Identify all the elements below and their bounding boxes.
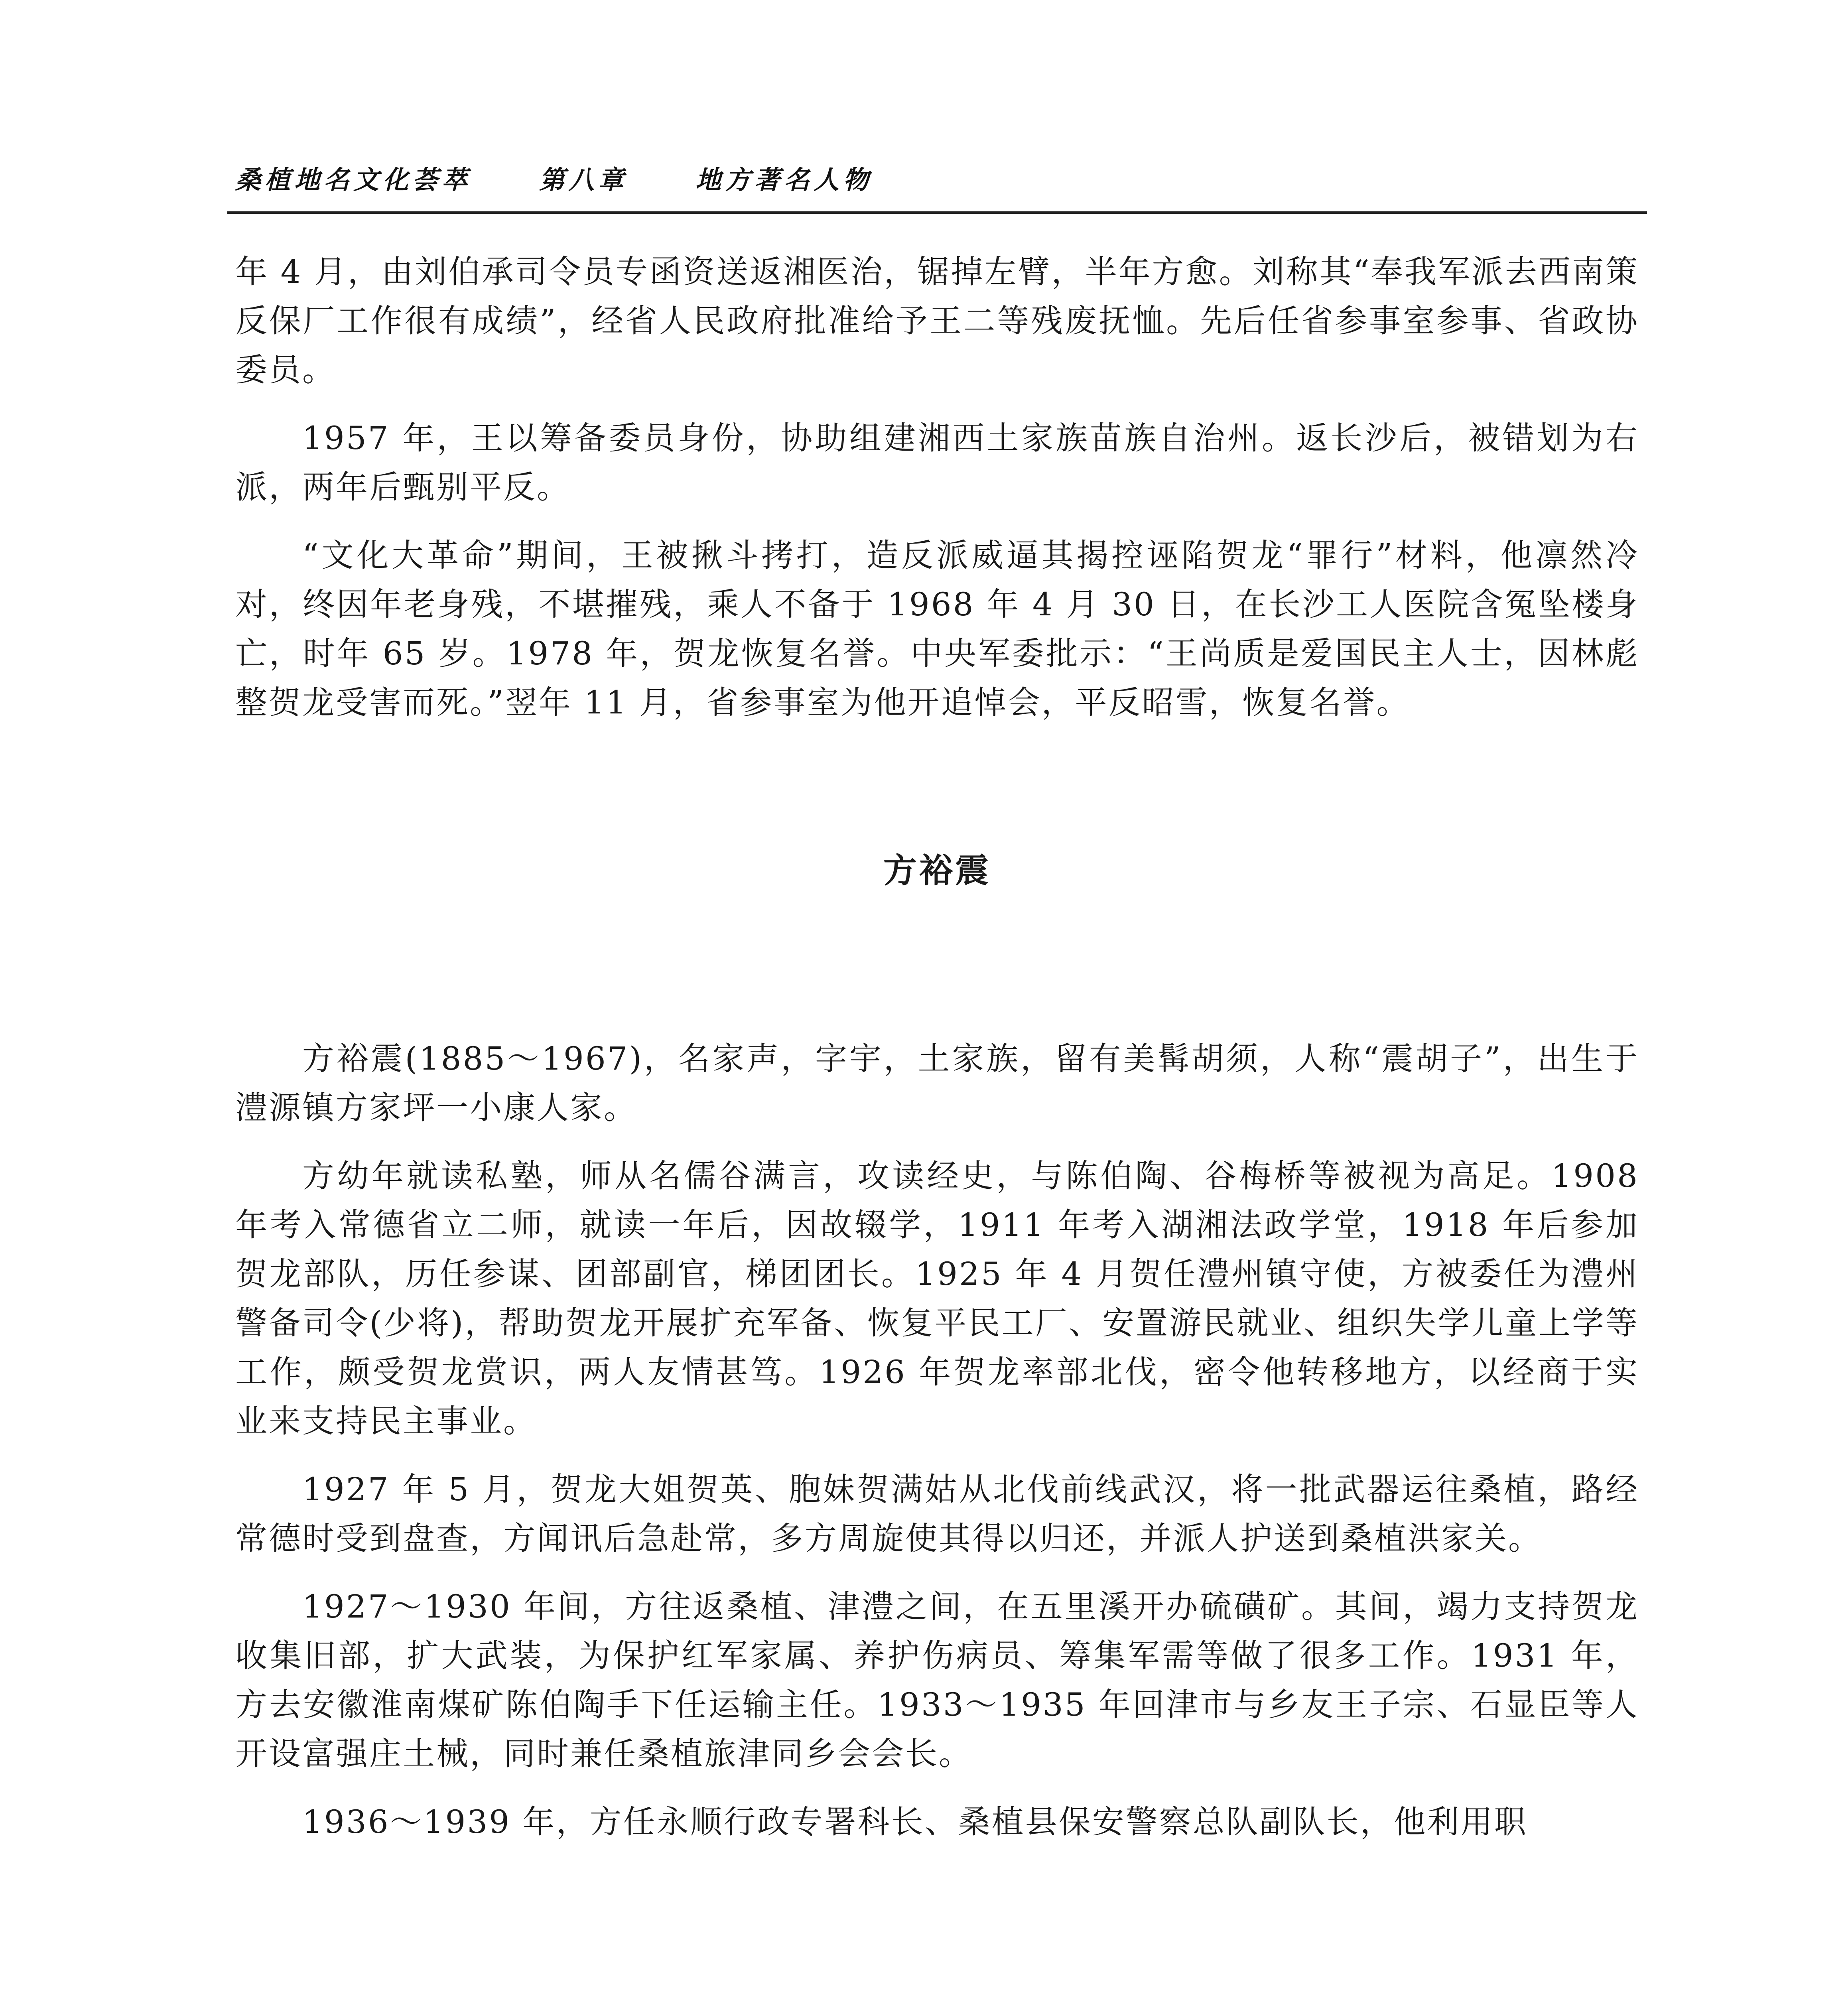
running-header [235, 160, 1647, 195]
paragraph: 年 4 月，由刘伯承司令员专函资送返湘医治，锯掉左臂，半年方愈。刘称其“奉我军派去西南策反保厂工作很有成绩”，经省人民政府批准给予王二等残废抚恤。先后任省参事室参事、省政协委员。 [235, 253, 1639, 388]
section-title: 方裕震 [883, 851, 991, 890]
header-book-title: 桑植地名文化荟萃 [235, 166, 471, 195]
paragraph: 1927～1930 年间，方往返桑植、津澧之间，在五里溪开办硫磺矿。其间，竭力支持贺龙收集旧部，扩大武装，为保护红军家属、养护伤病员、筹集军需等做了很多工作。1931 年，方去安徽淮南煤矿陈伯陶手下任运输主任。1933～1935 年回津市与乡友王子宗、石显臣等人开设富强庄土械，同时兼任桑植旅津同乡会会长。 [235, 1588, 1639, 1772]
paragraph: 1957 年，王以筹备委员身份，协助组建湘西土家族苗族自治州。返长沙后，被错划为右派，两年后甄别平反。 [235, 420, 1639, 506]
header-rule [227, 211, 1647, 214]
body-text [235, 247, 1639, 1866]
paragraph: “文化大革命”期间，王被揪斗拷打，造反派威逼其揭控诬陷贺龙“罪行”材料，他凛然冷对，终因年老身残，不堪摧残，乘人不备于 1968 年 4 月 30 日，在长沙工人医院含冤坠楼身亡，时年 65 岁。1978 年，贺龙恢复名誉。中央军委批示：“王尚质是爱国民主人士，因林彪整贺龙受害而死。”翌年 11 月，省参事室为他开追悼会，平反昭雪，恢复名誉。 [235, 537, 1639, 721]
paragraph: 方幼年就读私塾，师从名儒谷满言，攻读经史，与陈伯陶、谷梅桥等被视为高足。1908 年考入常德省立二师，就读一年后，因故辍学，1911 年考入湖湘法政学堂，1918 年后参加贺龙部队，历任参谋、团部副官，梯团团长。1925 年 4 月贺任澧州镇守使，方被委任为澧州警备司令(少将)，帮助贺龙开展扩充军备、恢复平民工厂、安置游民就业、组织失学儿童上学等工作，颇受贺龙赏识，两人友情甚笃。1926 年贺龙率部北伐，密令他转移地方，以经商于实业来支持民主事业。 [235, 1157, 1639, 1440]
header-chapter: 第八章 [539, 166, 628, 195]
paragraph: 1927 年 5 月，贺龙大姐贺英、胞妹贺满姑从北伐前线武汉，将一批武器运往桑植，路经常德时受到盘查，方闻讯后急赴常，多方周旋使其得以归还，并派人护送到桑植洪家关。 [235, 1471, 1639, 1557]
header-section: 地方著名人物 [695, 166, 873, 195]
paragraph: 方裕震(1885～1967)，名家声，字宇，土家族，留有美髯胡须，人称“震胡子”，出生于澧源镇方家坪一小康人家。 [235, 1040, 1639, 1126]
paragraph: 1936～1939 年，方任永顺行政专署科长、桑植县保安警察总队副队长，他利用职 [302, 1803, 1528, 1840]
